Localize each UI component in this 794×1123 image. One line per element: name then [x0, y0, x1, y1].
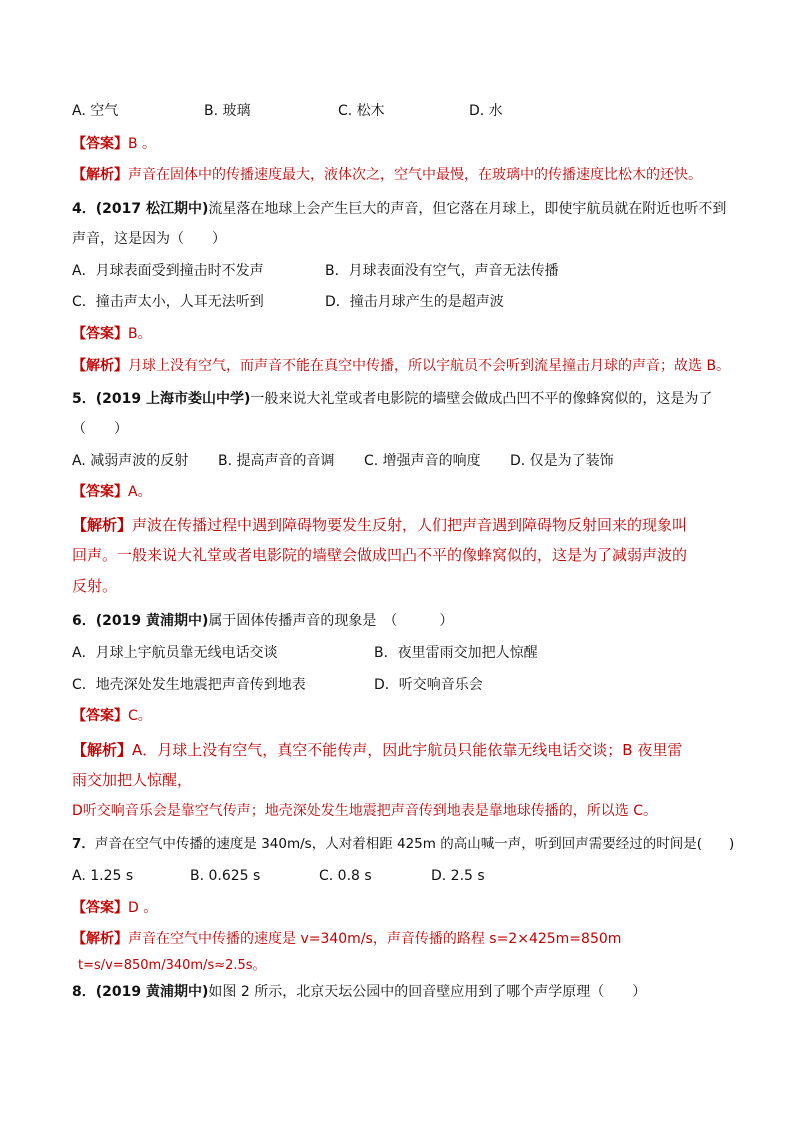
question-stem: 流星落在地球上会产生巨大的声音，但它落在月球上，即使宇航员就在附近也听不到 — [208, 201, 727, 217]
q4-option-d: D．撞击月球产生的是超声波 — [325, 294, 504, 310]
q7-option-c: C. 0.8 s — [319, 868, 372, 884]
q3-option-b: B. 玻璃 — [204, 103, 251, 119]
analysis-text: 声波在传播过程中遇到障碍物要发生反射，人们把声音遇到障碍物反射回来的现象叫 — [132, 516, 688, 534]
q3-option-d: D. 水 — [469, 103, 503, 119]
q4-analysis — [72, 356, 730, 376]
q6-option-c: C．地壳深处发生地震把声音传到地表 — [72, 677, 306, 693]
question-stem: 声音在空气中传播的速度是 340m/s，人对着相距 425m 的高山喊一声，听到回声需要经过的时间是( ) — [94, 836, 735, 852]
q5-analysis-line1 — [72, 515, 687, 535]
answer-value: B。 — [128, 326, 152, 342]
q4-stem-line1 — [72, 199, 726, 219]
question-stem: 一般来说大礼堂或者电影院的墙壁会做成凸凹不平的像蜂窝似的，这是为了 — [250, 391, 713, 407]
q6-analysis-line2: 雨交加把人惊醒， — [72, 771, 193, 789]
question-source: (2019 黄浦期中) — [95, 613, 209, 629]
analysis-text: A．月球上没有空气，真空不能传声，因此宇航员只能依靠无线电话交谈；B 夜里雷 — [132, 741, 683, 759]
q8-stem — [72, 982, 646, 1002]
analysis-tag: 【解析】 — [72, 358, 128, 374]
question-source: (2017 松江期中) — [95, 201, 209, 217]
q6-option-d: D．听交响音乐会 — [374, 677, 483, 693]
question-stem: 属于固体传播声音的现象是 （ ） — [208, 613, 454, 629]
q7-answer — [72, 898, 157, 918]
question-number: 7． — [72, 836, 95, 852]
q7-analysis-line2: t=s/v=850m/340m/s≈2.5s。 — [78, 958, 266, 973]
q4-option-a: A．月球表面受到撞击时不发声 — [72, 263, 264, 279]
q5-option-b: B. 提高声音的音调 — [218, 453, 335, 469]
q5-stem-line2: （ ） — [72, 421, 128, 437]
q3-option-c: C. 松木 — [338, 103, 385, 119]
q6-option-a: A．月球上宇航员靠无线电话交谈 — [72, 645, 278, 661]
question-source: (2019 黄浦期中) — [95, 984, 209, 1000]
answer-tag: 【答案】 — [72, 900, 128, 916]
q4-option-c: C．撞击声太小，人耳无法听到 — [72, 294, 264, 310]
q5-option-a: A. 减弱声波的反射 — [72, 453, 189, 469]
q6-analysis-line3: D听交响音乐会是靠空气传声；地壳深处发生地震把声音传到地表是靠地球传播的，所以选 C。 — [72, 803, 658, 819]
answer-tag: 【答案】 — [72, 136, 128, 152]
analysis-text: 声音在固体中的传播速度最大，液体次之，空气中最慢，在玻璃中的传播速度比松木的还快。 — [128, 167, 702, 183]
analysis-text: 声音在空气中传播的速度是 v=340m/s，声音传播的路程 s=2×425m=850m — [128, 931, 622, 947]
answer-value: B 。 — [128, 136, 157, 152]
q7-option-a: A. 1.25 s — [72, 868, 134, 884]
q5-analysis-line3: 反射。 — [72, 577, 118, 595]
analysis-tag: 【解析】 — [72, 516, 133, 534]
q5-answer — [72, 482, 152, 502]
q4-answer — [72, 324, 152, 344]
q5-stem-line1 — [72, 389, 712, 409]
analysis-text: 月球上没有空气，而声音不能在真空中传播，所以宇航员不会听到流星撞击月球的声音；故选 B。 — [128, 358, 731, 374]
answer-value: A。 — [128, 484, 152, 500]
q7-option-b: B. 0.625 s — [190, 868, 261, 884]
q5-option-c: C. 增强声音的响度 — [364, 453, 481, 469]
question-number: 6． — [72, 613, 96, 629]
q6-analysis-line1 — [72, 740, 682, 760]
q5-analysis-line2: 回声。一般来说大礼堂或者电影院的墙壁会做成凹凸不平的像蜂窝似的，这是为了减弱声波的 — [72, 546, 688, 564]
answer-tag: 【答案】 — [72, 708, 128, 724]
q4-option-b: B．月球表面没有空气，声音无法传播 — [325, 263, 559, 279]
question-number: 5． — [72, 391, 96, 407]
q6-stem — [72, 611, 453, 631]
q3-option-a: A. 空气 — [72, 103, 119, 119]
answer-value: C。 — [128, 708, 152, 724]
q3-analysis — [72, 165, 702, 185]
question-number: 4． — [72, 201, 96, 217]
q7-stem — [72, 834, 734, 854]
q7-analysis-line1 — [72, 929, 621, 949]
answer-tag: 【答案】 — [72, 484, 128, 500]
answer-value: D 。 — [128, 900, 158, 916]
analysis-tag: 【解析】 — [72, 931, 128, 947]
q5-option-d: D. 仅是为了装饰 — [510, 453, 614, 469]
q4-stem-line2: 声音，这是因为（ ） — [72, 231, 226, 247]
analysis-tag: 【解析】 — [72, 167, 128, 183]
q7-option-d: D. 2.5 s — [431, 868, 485, 884]
q3-answer — [72, 134, 156, 154]
question-number: 8． — [72, 984, 96, 1000]
analysis-tag: 【解析】 — [72, 741, 133, 759]
q6-answer — [72, 706, 152, 726]
question-stem: 如图 2 所示，北京天坛公园中的回音壁应用到了哪个声学原理（ ） — [208, 984, 647, 1000]
q6-option-b: B．夜里雷雨交加把人惊醒 — [374, 645, 538, 661]
question-source: (2019 上海市娄山中学) — [95, 391, 251, 407]
answer-tag: 【答案】 — [72, 326, 128, 342]
